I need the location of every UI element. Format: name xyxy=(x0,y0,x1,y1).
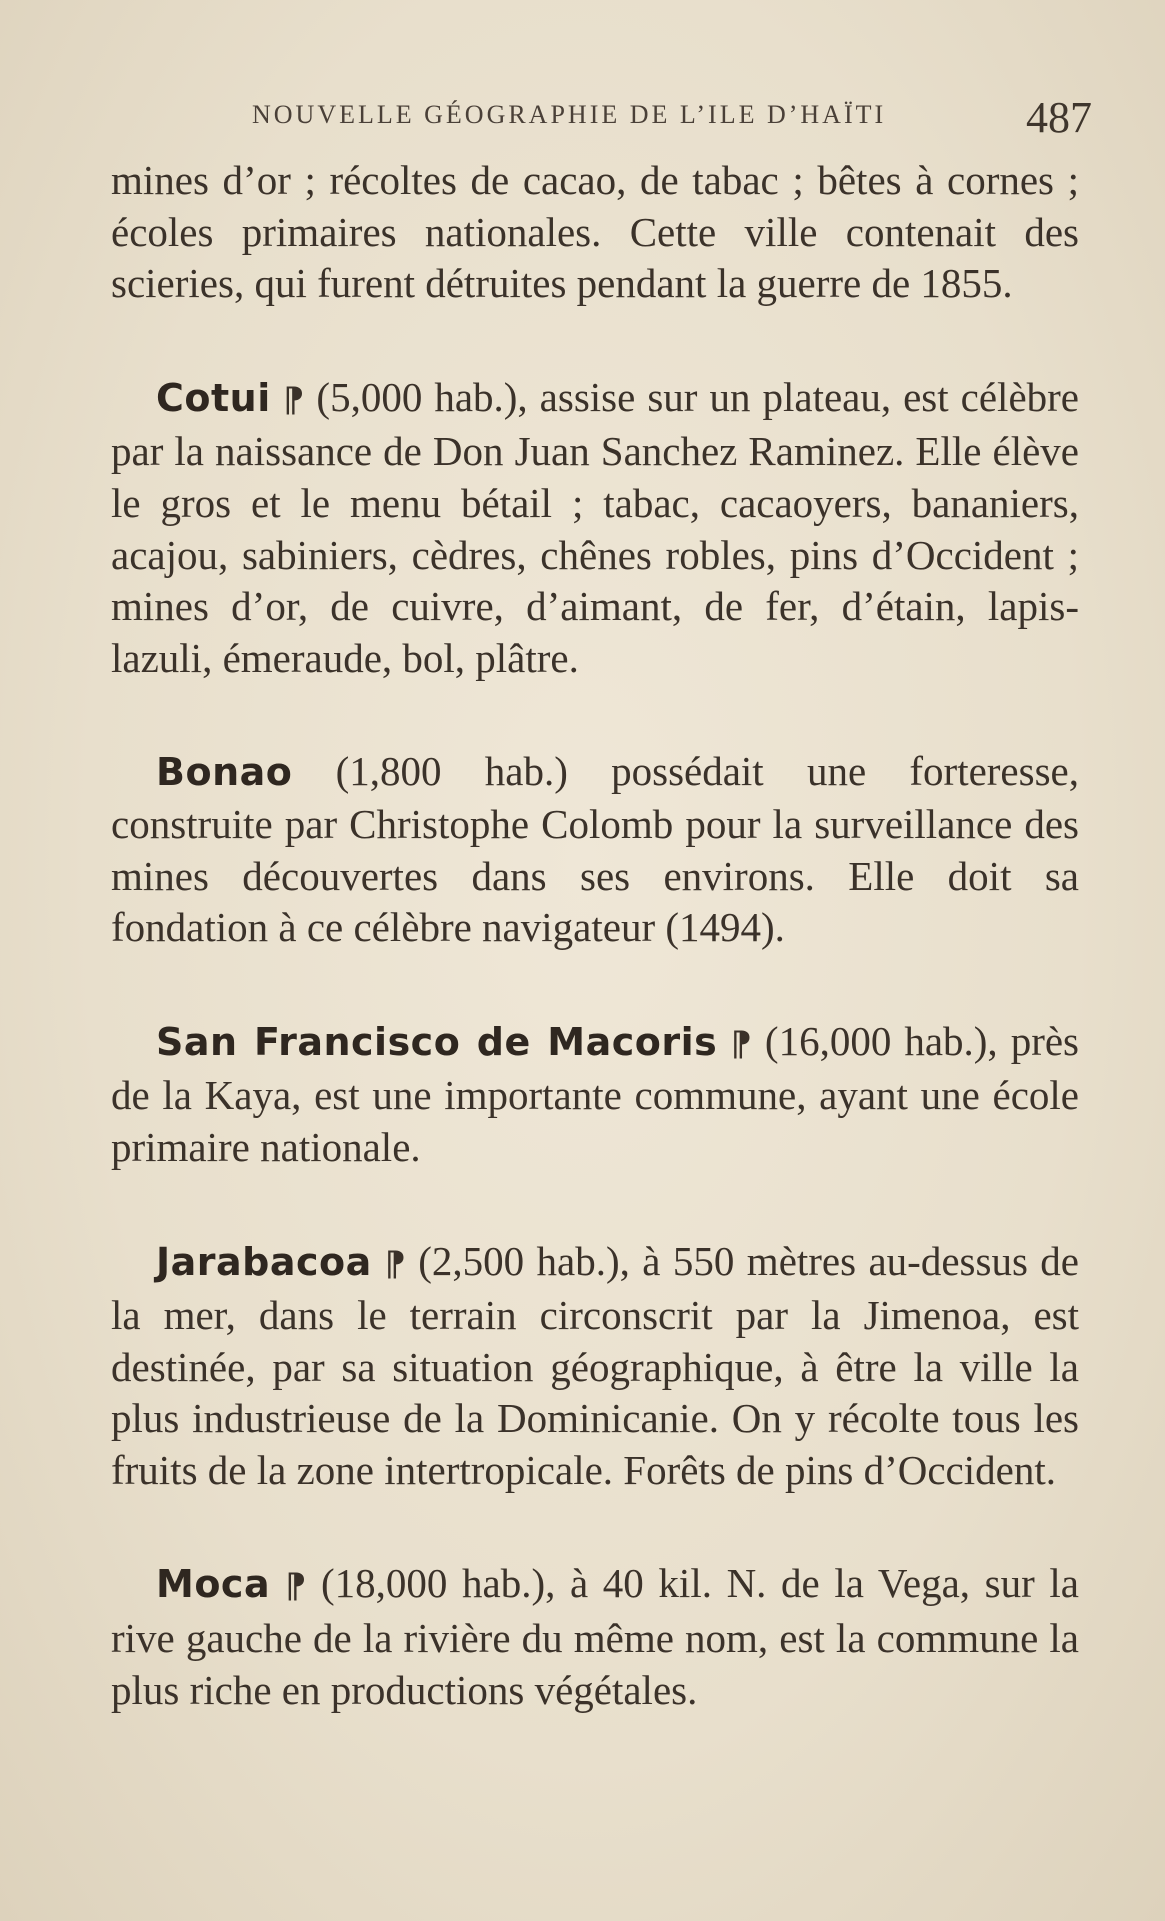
body-text xyxy=(111,155,1079,1778)
page-header xyxy=(252,93,1092,142)
paragraph-text: (1,800 hab.) possédait une forteresse, construite par Christophe Colomb pour la surveillance des mines découvertes dans ses environs. Elle doit sa fondation à ce célèbre navigateur (1494). xyxy=(111,748,1079,951)
paragraph-moca xyxy=(111,1558,1079,1716)
place-name-bonao: Bonao xyxy=(156,750,293,795)
place-name-cotui: Cotui xyxy=(156,375,271,420)
commune-symbol-icon: ⁋ xyxy=(730,1023,752,1064)
running-title: NOUVELLE GÉOGRAPHIE DE L’ILE D’HAÏTI xyxy=(252,100,887,129)
paragraph-text: (16,000 hab.), près de la Kaya, est une importante commune, ayant une école primaire nationale. xyxy=(111,1017,1080,1170)
paragraph-text: (5,000 hab.), assise sur un plateau, est célèbre par la naissance de Don Juan Sanchez Raminez. Elle élève le gros et le menu bétail ; tabac, cacaoyers, bananiers, acajou, sabiniers, cèdres, chênes robles, pins d’Occident ; mines d’or, de cuivre, d’aimant, de fer, d’étain, lapis-lazuli, émeraude, bol, plâtre. xyxy=(111,373,1079,681)
commune-symbol-icon: ⁋ xyxy=(282,379,305,420)
paragraph-continuation xyxy=(111,155,1079,310)
place-name-san-francisco-de-macoris: San Francisco de Macoris xyxy=(156,1019,718,1064)
paragraph-text: (2,500 hab.), à 550 mètres au-dessus de la mer, dans le terrain circonscrit par la Jimenoa, est destinée, par sa situation géographique, à être la ville la plus industrieuse de la Dominicanie. On y récolte tous les fruits de la zone intertropicale. Forêts de pins d’Occident. xyxy=(111,1237,1079,1493)
paragraph-text: mines d’or ; récoltes de cacao, de tabac ; bêtes à cornes ; écoles primaires nationales. Cette ville contenait des scieries, qui furent détruites pendant la guerre de 1855. xyxy=(111,157,1079,307)
place-name-moca: Moca xyxy=(156,1562,271,1607)
commune-symbol-icon: ⁋ xyxy=(384,1243,406,1284)
paragraph-bonao xyxy=(111,746,1079,953)
place-name-jarabacoa: Jarabacoa xyxy=(156,1239,372,1284)
page-number: 487 xyxy=(1026,93,1092,142)
paragraph-text: (18,000 hab.), à 40 kil. N. de la Vega, sur la rive gauche de la rivière du même nom, est la commune la plus riche en productions végétales. xyxy=(111,1560,1080,1713)
paragraph-san-francisco-de-macoris xyxy=(111,1016,1079,1174)
commune-symbol-icon: ⁋ xyxy=(284,1566,307,1607)
paragraph-jarabacoa xyxy=(111,1236,1079,1497)
paragraph-cotui xyxy=(111,372,1079,685)
